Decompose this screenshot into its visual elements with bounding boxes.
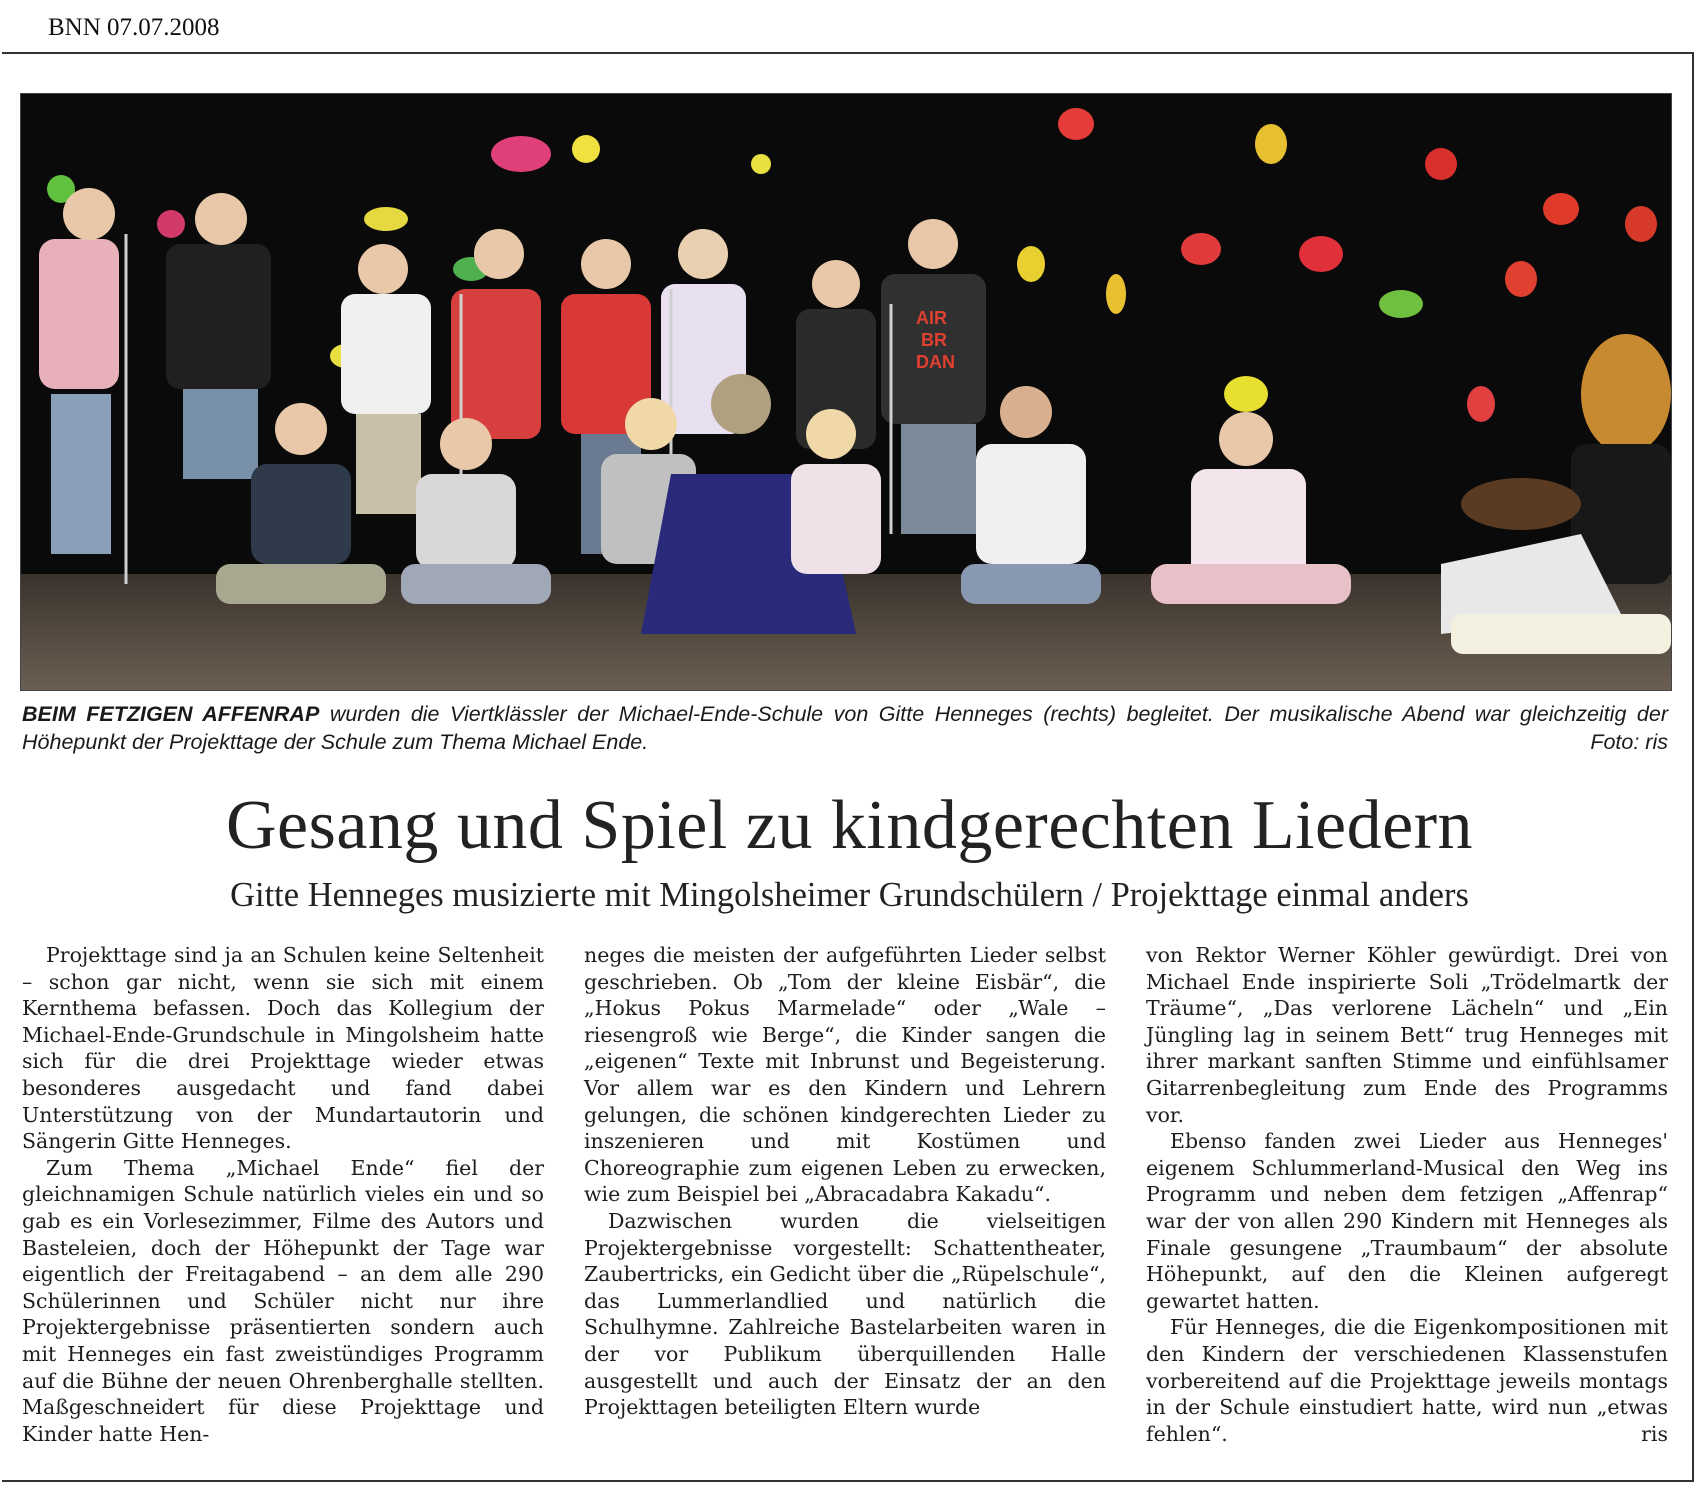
- article-paragraph-text: Für Henneges, die die Eigenkompositionen mit den Kindern der verschiedenen Klassenstufen vorbereitend auf die Projekttage jeweils montags in der Schule einstudiert hatte, wird nun „etwas fehlen“.: [1146, 1315, 1668, 1446]
- article-paragraph: Ebenso fanden zwei Lieder aus Henneges' eigenem Schlummerland-Musical den Weg ins Programm und neben dem fetzigen „Affenrap“ war der von allen 290 Kindern mit Henneges als Finale gesungene „Traumbaum“ der absolute Höhepunkt, auf den die Kleinen aufgeregt gewartet hatten.: [1146, 1129, 1668, 1313]
- article-paragraph: Zum Thema „Michael Ende“ fiel der gleichnamigen Schule natürlich vieles ein und so gab es ein Vorlesezimmer, Filme des Autors und Basteleien, doch der Höhepunkt der Tage war eigentlich der Freitagabend – an dem alle 290 Schülerinnen und Schüler nicht nur ihre Projektergebnisse präsentierten sondern auch mit Henneges ein fast zweistündiges Programm auf die Bühne der neuen Ohrenberghalle stellten. Maßgeschneidert für diese Projekttage und Kinder hatte Hen-: [22, 1155, 544, 1446]
- article-paragraph: Projekttage sind ja an Schulen keine Seltenheit – schon gar nicht, wenn sie sich mit einem Kernthema befassen. Doch das Kollegium der Michael-Ende-Grundschule in Mingolsheim hatte sich für die drei Projekttage wieder etwas besonderes ausgedacht und fand dabei Unterstützung von der Mundartautorin und Sängerin Gitte Henneges.: [22, 943, 544, 1154]
- article-paragraph: [1146, 1314, 1668, 1447]
- article-body: [22, 942, 1668, 1452]
- author-signature: ris: [1641, 1421, 1668, 1446]
- article-paragraph: neges die meisten der aufgeführten Lieder selbst geschrieben. Ob „Tom der kleine Eisbär“, die „Hokus Pokus Marmelade“ oder „Wale – riesengroß wie Berge“, die Kinder sangen die „eigenen“ Texte mit Inbrunst und Begeisterung. Vor allem war es den Kindern und Lehrern gelungen, die schönen kindgerechten Lieder zu inszenieren und mit Kostümen und Choreographie zum eigenen Leben zu erwecken, wie zum Beispiel bei „Abracadabra Kakadu“.: [584, 943, 1106, 1207]
- caption-lead: BEIM FETZIGEN AFFENRAP: [22, 702, 320, 726]
- shirt-text-3: DAN: [916, 352, 955, 372]
- headline: Gesang und Spiel zu kindgerechten Liedern: [225, 787, 1474, 864]
- article-column-2: [584, 942, 1106, 1452]
- dateline: BNN 07.07.2008: [48, 14, 220, 41]
- caption-text: wurden die Viertklässler der Michael-Ende-Schule von Gitte Henneges (rechts) begleitet. Der musikalische Abend war gleichzeitig der Höhepunkt der Projekttage der Schule zum Thema Michael Ende.: [22, 702, 1668, 754]
- article-column-1: [22, 942, 544, 1452]
- article-paragraph: von Rektor Werner Köhler gewürdigt. Drei von Michael Ende inspirierte Soli „Trödelmartk der Träume“, „Das verlorene Lächeln“ und „Ein Jüngling lag in seinem Bett“ trug Henneges mit ihrer markant sanften Stimme und einfühlsamer Gitarrenbegleitung zum Ende des Programms vor.: [1146, 943, 1668, 1127]
- subheadline: Gitte Henneges musizierte mit Mingolsheimer Grundschülern / Projekttage einmal anders: [230, 876, 1469, 914]
- stage-photo-illustration: [21, 94, 1671, 690]
- photo-caption: [22, 700, 1668, 756]
- article-column-3: [1146, 942, 1668, 1452]
- shirt-text-2: BR: [921, 330, 947, 350]
- photo-credit: Foto: ris: [1590, 730, 1668, 754]
- stage-photo: [20, 93, 1672, 691]
- article-paragraph: Dazwischen wurden die vielseitigen Projektergebnisse vorgestellt: Schattentheater, Zaubertricks, ein Gedicht über die „Rüpelschule“, das Lummerlandlied und natürlich die Schulhymne. Zahlreiche Bastelarbeiten waren in der vor Publikum überquillenden Halle ausgestellt und auch der Einsatz der an den Projekttagen beteiligten Eltern wurde: [584, 1208, 1106, 1420]
- shirt-text-1: AIR: [916, 308, 947, 328]
